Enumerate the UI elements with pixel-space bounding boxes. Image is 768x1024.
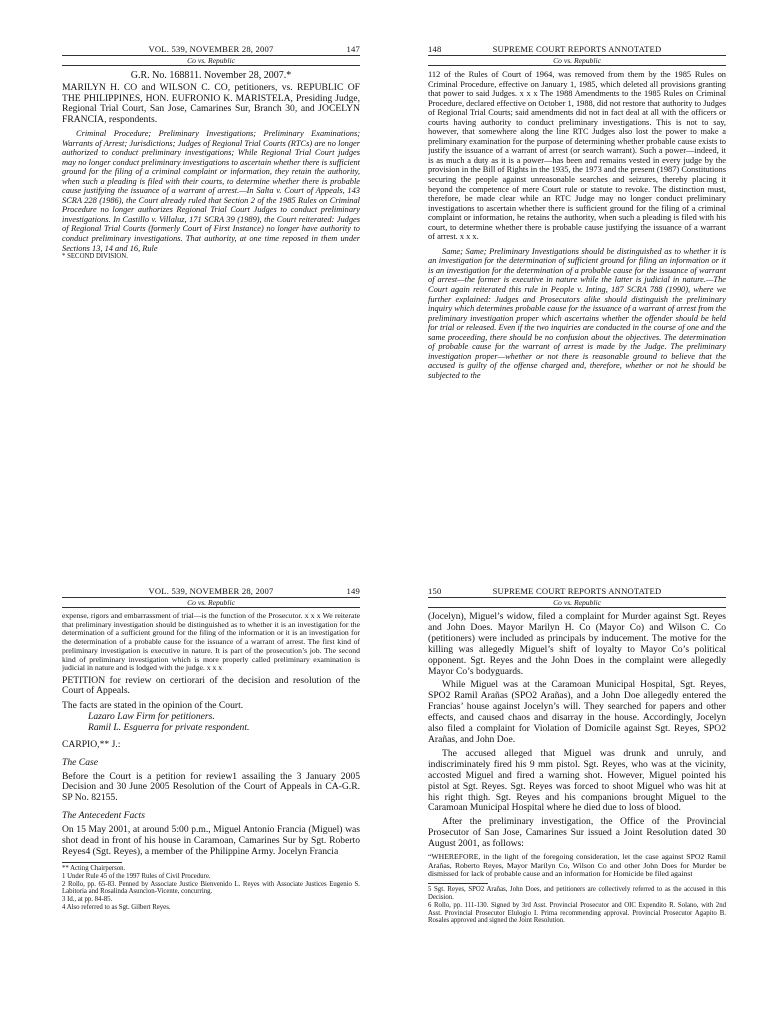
header-center: SUPREME COURT REPORTS ANNOTATED: [492, 586, 662, 596]
footnote: 1 Under Rule 45 of the 1997 Rules of Civil Procedure.: [62, 872, 211, 880]
page-150: [428, 586, 726, 1016]
page-148: [428, 44, 726, 524]
body-paragraph: The accused alleged that Miguel was drunk and unruly, and indiscriminately fired his 9 mm pistol. Sgt. Reyes, who was at the vicinity, accosted Miguel and fired a warning shot. However, Miguel pointed his pistol at Sgt. Reyes. Sgt. Reyes was forced to shoot Miguel who was hit at his right thigh. Sgt. Reyes and his companions brought Miguel to the Caramoan Municipal Hospital where he died due to loss of blood.: [428, 747, 726, 814]
running-title: Co vs. Republic: [62, 55, 360, 66]
page-header: [62, 44, 360, 54]
header-center: VOL. 539, NOVEMBER 28, 2007: [148, 44, 274, 54]
running-title: Co vs. Republic: [62, 597, 360, 608]
footnote: 2 Rollo, pp. 65-83. Penned by Associate Justice Bienvenido L. Reyes with Associate Justices Eugenio S. Labitoria and Rosalinda Asuncion-Vicente, concurring.: [62, 880, 360, 896]
counsel-line: Lazaro Law Firm for petitioners.: [88, 710, 215, 722]
footnote: 3 Id., at pp. 84-85.: [62, 896, 113, 904]
body-paragraph: expense, rigors and embarrassment of trial—is the function of the Prosecutor. x x x We reiterate that preliminary investigation should be distinguished as to whether it is an investigation for the determination of a sufficient ground for the filing of the information or it is an investigation for the determination of a probable cause for the issuance of a warrant of arrest. The first kind of preliminary investigation is executive in nature. It is part of the prosecution’s job. The second kind of preliminary investigation which is more properly called preliminary examination is judicial in nature and is lodged with the judge. x x x: [62, 611, 360, 673]
body-paragraph: While Miguel was at the Caramoan Municipal Hospital, Sgt. Reyes, SPO2 Ramil Arañas (SPO2 Arañas), and a John Doe allegedly entered the Francias’ house against Jocelyn’s will. They searched for papers and other effects, and caused chaos and disarray in the house. Accordingly, Jocelyn also filed a complaint for Violation of Domicile against Sgt. Reyes, SPO2 Arañas, and John Doe.: [428, 679, 726, 745]
page-number: 148: [428, 44, 442, 54]
running-title: Co vs. Republic: [428, 597, 726, 608]
page-number: 149: [346, 586, 360, 596]
syllabus-paragraph: Same; Same; Preliminary Investigations should be distinguished as to whether it is an investigation for the determination of sufficient ground for filing an information or it is an investigation for the determination of a probable cause for the issuance of warrant of arrest—the former is executive in nature while the latter is judicial in nature.—The Court again reiterated this rule in People v. Inting, 187 SCRA 788 (1990), where we further explained: Judges and Prosecutors alike should distinguish the preliminary inquiry which determines probable cause for the issuance of a warrant of arrest from the preliminary investigation proper which ascertains whether the offender should be held for trial or released. Even if the two inquiries are conducted in the course of one and the same proceeding, there should be no confusion about the objectives. The determination of probable cause for the warrant of arrest is made by the Judge. The preliminary investigation proper—whether or not there is reasonable ground to believe that the accused is guilty of the offense charged and, therefore, whether or not he should be subjected to the: [428, 246, 726, 380]
body-paragraph: 112 of the Rules of Court of 1964, was removed from them by the 1985 Rules on Criminal Procedure, effective on January 1, 1985, which deleted all provisions granting that power to said Judges. x x x The 1988 Amendments to the 1985 Rules on Criminal Procedure, declared effective on October 1, 1988, did not restore that authority to Judges of Regional Trial Courts; said amendments did not in fact deal at all with the officers or courts having authority to conduct preliminary investigations. This is not to say, however, that somewhere along the line RTC Judges also lost the power to make a preliminary examination for the purpose of determining whether probable cause exists to justify the issuance of a warrant of arrest (or search warrant). Such a power—indeed, it is as much a duty as it is a power—has been and remains vested in every judge by the provision in the Bill of Rights in the 1935, the 1973 and the present (1987) Constitutions securing the people against unreasonable searches and seizures, thereby placing it beyond the competence of mere Court rule or statute to revoke. The distinction must, therefore, be made clear while an RTC Judge may no longer conduct preliminary investigations to ascertain whether there is sufficient ground for the filing of a criminal complaint or information, he retains the authority, when such a pleading is filed with his court, to determine whether there is probable cause justifying the issuance of a warrant of arrest. x x x.: [428, 70, 726, 242]
body-paragraph: (Jocelyn), Miguel’s widow, filed a complaint for Murder against Sgt. Reyes and John Does. Mayor Marilyn H. Co (Mayor Co) and Wilson C. Co (petitioners) were included as principals by inducement. The motive for the killing was allegedly Miguel’s shift of loyalty to Mayor Co’s political opponent. Sgt. Reyes and the John Does in the complaint were allegedly Mayor Co’s bodyguards.: [428, 611, 726, 677]
footnote: ** Acting Chairperson.: [62, 864, 126, 872]
page-number: 147: [346, 44, 360, 54]
ponente: CARPIO,** J.:: [62, 738, 121, 750]
page-header: [428, 586, 726, 596]
block-quote: “WHEREFORE, in the light of the foregoing consideration, let the case against SPO2 Ramil Arañas, Roberto Reyes, Mayor Marilyn Co, Wilson Co and other John Does for Murder be dismissed for lack of probable cause and an information for Homicide be filed against: [428, 852, 726, 879]
syllabus-paragraph: Criminal Procedure; Preliminary Investigations; Preliminary Examinations; Warrants of Arrest; Jurisdictions; Judges of Regional Trial Courts (RTCs) are no longer authorized to conduct preliminary investigations; While Regional Trial Court judges may no longer conduct preliminary investigations to ascertain whether there is sufficient ground for the filing of a criminal complaint or information, they retain the authority, when such a pleading is filed with their courts, to determine whether there is probable cause justifying the issuance of a warrant of arrest.—In Salta v. Court of Appeals, 143 SCRA 228 (1986), the Court already ruled that Section 2 of the 1985 Rules on Criminal Procedure no longer authorizes Regional Trial Court Judges to conduct preliminary investigations. In Castillo v. Villaluz, 171 SCRA 39 (1989), the Court reiterated: Judges of Regional Trial Courts (formerly Court of First Instance) no longer have authority to conduct preliminary investigations. That authority, at one time reposed in them under Sections 13, 14 and 16, Rule: [62, 129, 360, 253]
footnote-rule: [62, 862, 122, 863]
running-title: Co vs. Republic: [428, 55, 726, 66]
facts-line: The facts are stated in the opinion of the Court.: [62, 699, 244, 711]
footnote-rule: [428, 883, 488, 884]
page-149: [62, 586, 360, 1016]
counsel-line: Ramil L. Esguerra for private respondent.: [88, 721, 250, 733]
footnote: 5 Sgt. Reyes, SPO2 Arañas, John Does, and petitioners are collectively referred to as the accused in this Decision.: [428, 886, 726, 901]
footnote: 6 Rollo, pp. 111-130. Signed by 3rd Asst. Provincial Prosecutor and OIC Expendito R. Solano, with 2nd Asst. Provincial Prosecutor Elulogio I. Prima recommending approval. Provincial Prosecutor Agapito B. Rosales approved and signed the Joint Resolution.: [428, 901, 726, 925]
footnote: 4 Also referred to as Sgt. Gilbert Reyes.: [62, 903, 171, 911]
page-header: [428, 44, 726, 54]
footnote: * SECOND DIVISION.: [62, 253, 128, 261]
header-center: VOL. 539, NOVEMBER 28, 2007: [148, 586, 274, 596]
section-heading: The Case: [62, 756, 98, 768]
petition-line: PETITION for review on certiorari of the decision and resolution of the Court of Appeals.: [62, 674, 360, 697]
page-header: [62, 586, 360, 596]
page-147: [62, 44, 360, 514]
body-paragraph: After the preliminary investigation, the Office of the Provincial Prosecutor of San Jose, Camarines Sur issued a Joint Resolution dated 30 August 2001, as follows:: [428, 816, 726, 850]
header-center: SUPREME COURT REPORTS ANNOTATED: [492, 44, 662, 54]
case-number: G.R. No. 168811. November 28, 2007.*: [130, 70, 292, 81]
page-number: 150: [428, 586, 442, 596]
body-paragraph: Before the Court is a petition for review1 assailing the 3 January 2005 Decision and 30 June 2005 Resolution of the Court of Appeals in CA-G.R. SP No. 82155.: [62, 770, 360, 804]
body-paragraph: On 15 May 2001, at around 5:00 p.m., Miguel Antonio Francia (Miguel) was shot dead in front of his house in Caramoan, Camarines Sur by Sgt. Roberto Reyes4 (Sgt. Reyes), a member of the Philippine Army. Jocelyn Francia: [62, 824, 360, 858]
section-heading: The Antecedent Facts: [62, 810, 145, 822]
case-caption: MARILYN H. CO and WILSON C. CO, petitioners, vs. REPUBLIC OF THE PHILIPPINES, HON. EUFRONIO K. MARISTELA, Presiding Judge, Regional Trial Court, San Jose, Camarines Sur, Branch 30, and JOCELYN FRANCIA, respondents.: [62, 82, 360, 125]
